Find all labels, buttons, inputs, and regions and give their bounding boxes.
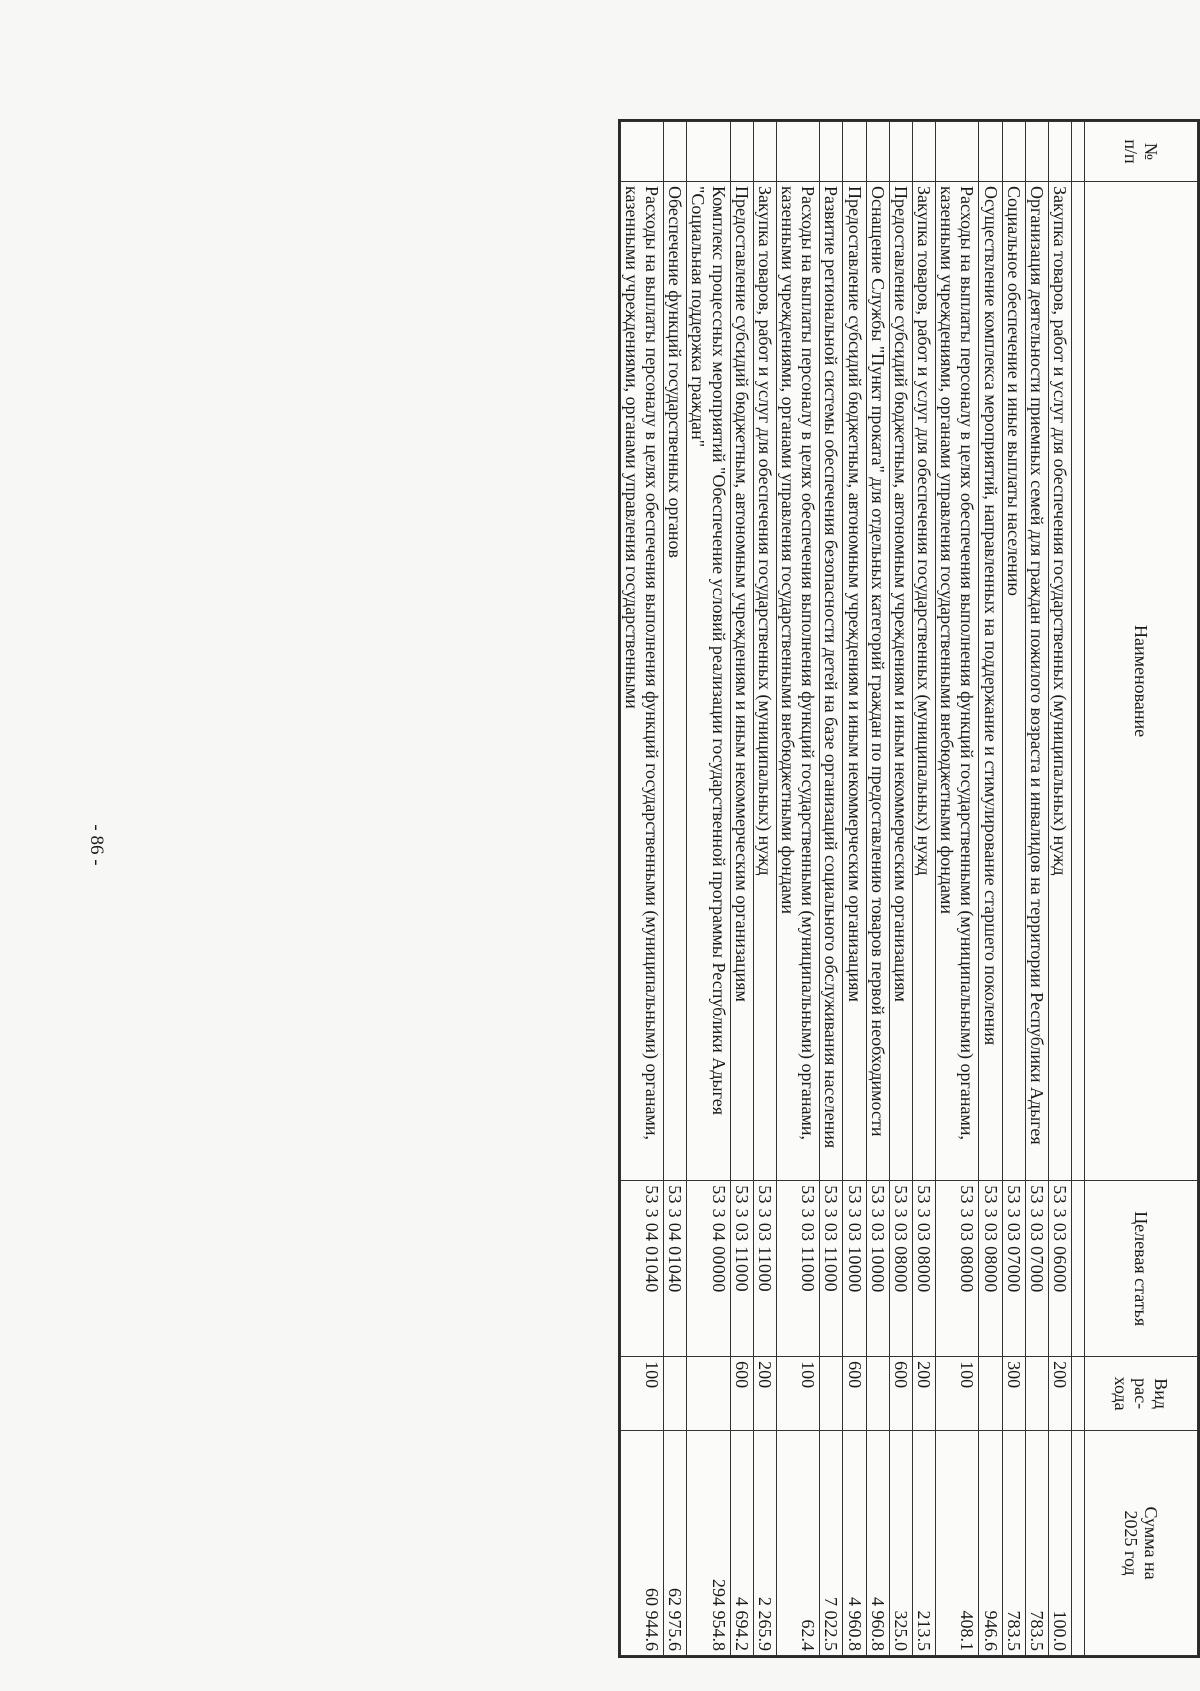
table-row: [979, 122, 1002, 1656]
row-amount: 783.5: [1025, 1431, 1048, 1656]
row-amount: 62.4: [776, 1431, 819, 1656]
row-name: Оснащение Службы "Пункт проката" для отдельных категорий граждан по предоставлению товаров первой необходимости: [866, 181, 889, 1180]
table-row: [912, 122, 935, 1656]
header-num: № п/п: [1085, 122, 1198, 182]
row-expense-type: 100: [776, 1357, 819, 1431]
row-name: Расходы на выплаты персоналу в целях обеспечения выполнения функций государственными (муниципальными) органами, казенными учреждениями, органами управления государственными внебюджетными фондами: [936, 181, 979, 1180]
row-target-code: 53 3 03 08000: [979, 1181, 1002, 1357]
row-expense-type: [687, 1357, 730, 1431]
row-expense-type: [1025, 1357, 1048, 1431]
row-expense-type: 600: [889, 1357, 912, 1431]
header-name: Наименование: [1085, 181, 1198, 1180]
row-number: [730, 122, 753, 182]
row-target-code: 53 3 03 11000: [776, 1181, 819, 1357]
row-name: Обеспечение функций государственных органов: [664, 181, 687, 1180]
row-number: [1048, 122, 1071, 182]
row-amount: 60 944.6: [620, 1431, 663, 1656]
row-target-code: 53 3 04 01040: [664, 1181, 687, 1357]
row-target-code: 53 3 03 10000: [843, 1181, 866, 1357]
page-number: - 86 -: [86, 824, 107, 866]
row-amount: 2 265.9: [753, 1431, 776, 1656]
row-name: Организация деятельности приемных семей для граждан пожилого возраста и инвалидов на территории Республики Адыгея: [1025, 181, 1048, 1180]
row-number: [820, 122, 843, 182]
row-target-code: 53 3 03 11000: [753, 1181, 776, 1357]
table-row: [843, 122, 866, 1656]
row-name: Предоставление субсидий бюджетным, автономным учреждениям и иным некоммерческим организациям: [730, 181, 753, 1180]
row-expense-type: 300: [1002, 1357, 1025, 1431]
table-row: [820, 122, 843, 1656]
row-target-code: 53 3 04 01040: [620, 1181, 663, 1357]
row-number: [889, 122, 912, 182]
row-number: [776, 122, 819, 182]
table-row: [664, 122, 687, 1656]
row-number: [979, 122, 1002, 182]
row-name: Осуществление комплекса мероприятий, направленных на поддержание и стимулирование старшего поколения: [979, 181, 1002, 1180]
row-name: Расходы на выплаты персоналу в целях обеспечения выполнения функций государственными (муниципальными) органами, казенными учреждениями, органами управления государственными: [620, 181, 663, 1180]
row-number: [1002, 122, 1025, 182]
row-number: [620, 122, 663, 182]
table-row: [776, 122, 819, 1656]
row-expense-type: 600: [730, 1357, 753, 1431]
row-amount: 408.1: [936, 1431, 979, 1656]
row-target-code: 53 3 03 11000: [730, 1181, 753, 1357]
header-sum: Сумма на 2025 год: [1085, 1431, 1198, 1656]
row-name: Предоставление субсидий бюджетным, автономным учреждениям и иным некоммерческим организациям: [843, 181, 866, 1180]
row-amount: 946.6: [979, 1431, 1002, 1656]
row-name: Социальное обеспечение и иные выплаты населению: [1002, 181, 1025, 1180]
row-target-code: 53 3 04 00000: [687, 1181, 730, 1357]
row-number: [912, 122, 935, 182]
row-target-code: 53 3 03 07000: [1002, 1181, 1025, 1357]
row-expense-type: 600: [843, 1357, 866, 1431]
row-amount: 100.0: [1048, 1431, 1071, 1656]
row-expense-type: 200: [912, 1357, 935, 1431]
table-row: [1002, 122, 1025, 1656]
row-number: [866, 122, 889, 182]
row-number: [753, 122, 776, 182]
row-target-code: 53 3 03 07000: [1025, 1181, 1048, 1357]
row-amount: 62 975.6: [664, 1431, 687, 1656]
budget-table: [620, 121, 1198, 1656]
table-row: [730, 122, 753, 1656]
row-amount: 325.0: [889, 1431, 912, 1656]
row-name: Закупка товаров, работ и услуг для обеспечения государственных (муниципальных) нужд: [753, 181, 776, 1180]
row-amount: 783.5: [1002, 1431, 1025, 1656]
row-number: [936, 122, 979, 182]
table-row: [889, 122, 912, 1656]
row-amount: 7 022.5: [820, 1431, 843, 1656]
table-row: [753, 122, 776, 1656]
row-name: Закупка товаров, работ и услуг для обеспечения государственных (муниципальных) нужд: [1048, 181, 1071, 1180]
row-amount: 213.5: [912, 1431, 935, 1656]
row-expense-type: 100: [620, 1357, 663, 1431]
header-type: Вид рас- хода: [1085, 1357, 1198, 1431]
row-target-code: 53 3 03 06000: [1048, 1181, 1071, 1357]
row-number: [1025, 122, 1048, 182]
row-amount: 4 694.2: [730, 1431, 753, 1656]
row-expense-type: [664, 1357, 687, 1431]
row-name: Комплекс процессных мероприятий "Обеспечение условий реализации государственной программы Республики Адыгея "Социальная поддержка граждан": [687, 181, 730, 1180]
row-amount: 4 960.8: [843, 1431, 866, 1656]
table-header-row: [1085, 122, 1198, 1656]
row-name: Развитие региональной системы обеспечения безопасности детей на базе организаций социального обслуживания населения: [820, 181, 843, 1180]
table-row: [1048, 122, 1071, 1656]
table-row: [866, 122, 889, 1656]
row-target-code: 53 3 03 08000: [936, 1181, 979, 1357]
row-expense-type: 200: [1048, 1357, 1071, 1431]
row-amount: 294 954.8: [687, 1431, 730, 1656]
row-expense-type: 200: [753, 1357, 776, 1431]
row-target-code: 53 3 03 10000: [866, 1181, 889, 1357]
row-expense-type: [820, 1357, 843, 1431]
row-target-code: 53 3 03 11000: [820, 1181, 843, 1357]
row-name: Расходы на выплаты персоналу в целях обеспечения выполнения функций государственными (муниципальными) органами, казенными учреждениями, органами управления государственными внебюджетными фондами: [776, 181, 819, 1180]
table-row: [936, 122, 979, 1656]
row-target-code: 53 3 03 08000: [912, 1181, 935, 1357]
row-target-code: 53 3 03 08000: [889, 1181, 912, 1357]
header-code: Целевая статья: [1085, 1181, 1198, 1357]
spacer-row: [1072, 122, 1085, 1656]
row-number: [687, 122, 730, 182]
row-expense-type: [866, 1357, 889, 1431]
table-row: [687, 122, 730, 1656]
table-row: [620, 122, 663, 1656]
row-name: Закупка товаров, работ и услуг для обеспечения государственных (муниципальных) нужд: [912, 181, 935, 1180]
table-body: [620, 122, 1084, 1656]
row-expense-type: [979, 1357, 1002, 1431]
rotated-table-sheet: [135, 121, 1198, 1656]
table-row: [1025, 122, 1048, 1656]
row-number: [664, 122, 687, 182]
row-number: [843, 122, 866, 182]
row-name: Предоставление субсидий бюджетным, автономным учреждениям и иным некоммерческим организациям: [889, 181, 912, 1180]
row-expense-type: 100: [936, 1357, 979, 1431]
row-amount: 4 960.8: [866, 1431, 889, 1656]
